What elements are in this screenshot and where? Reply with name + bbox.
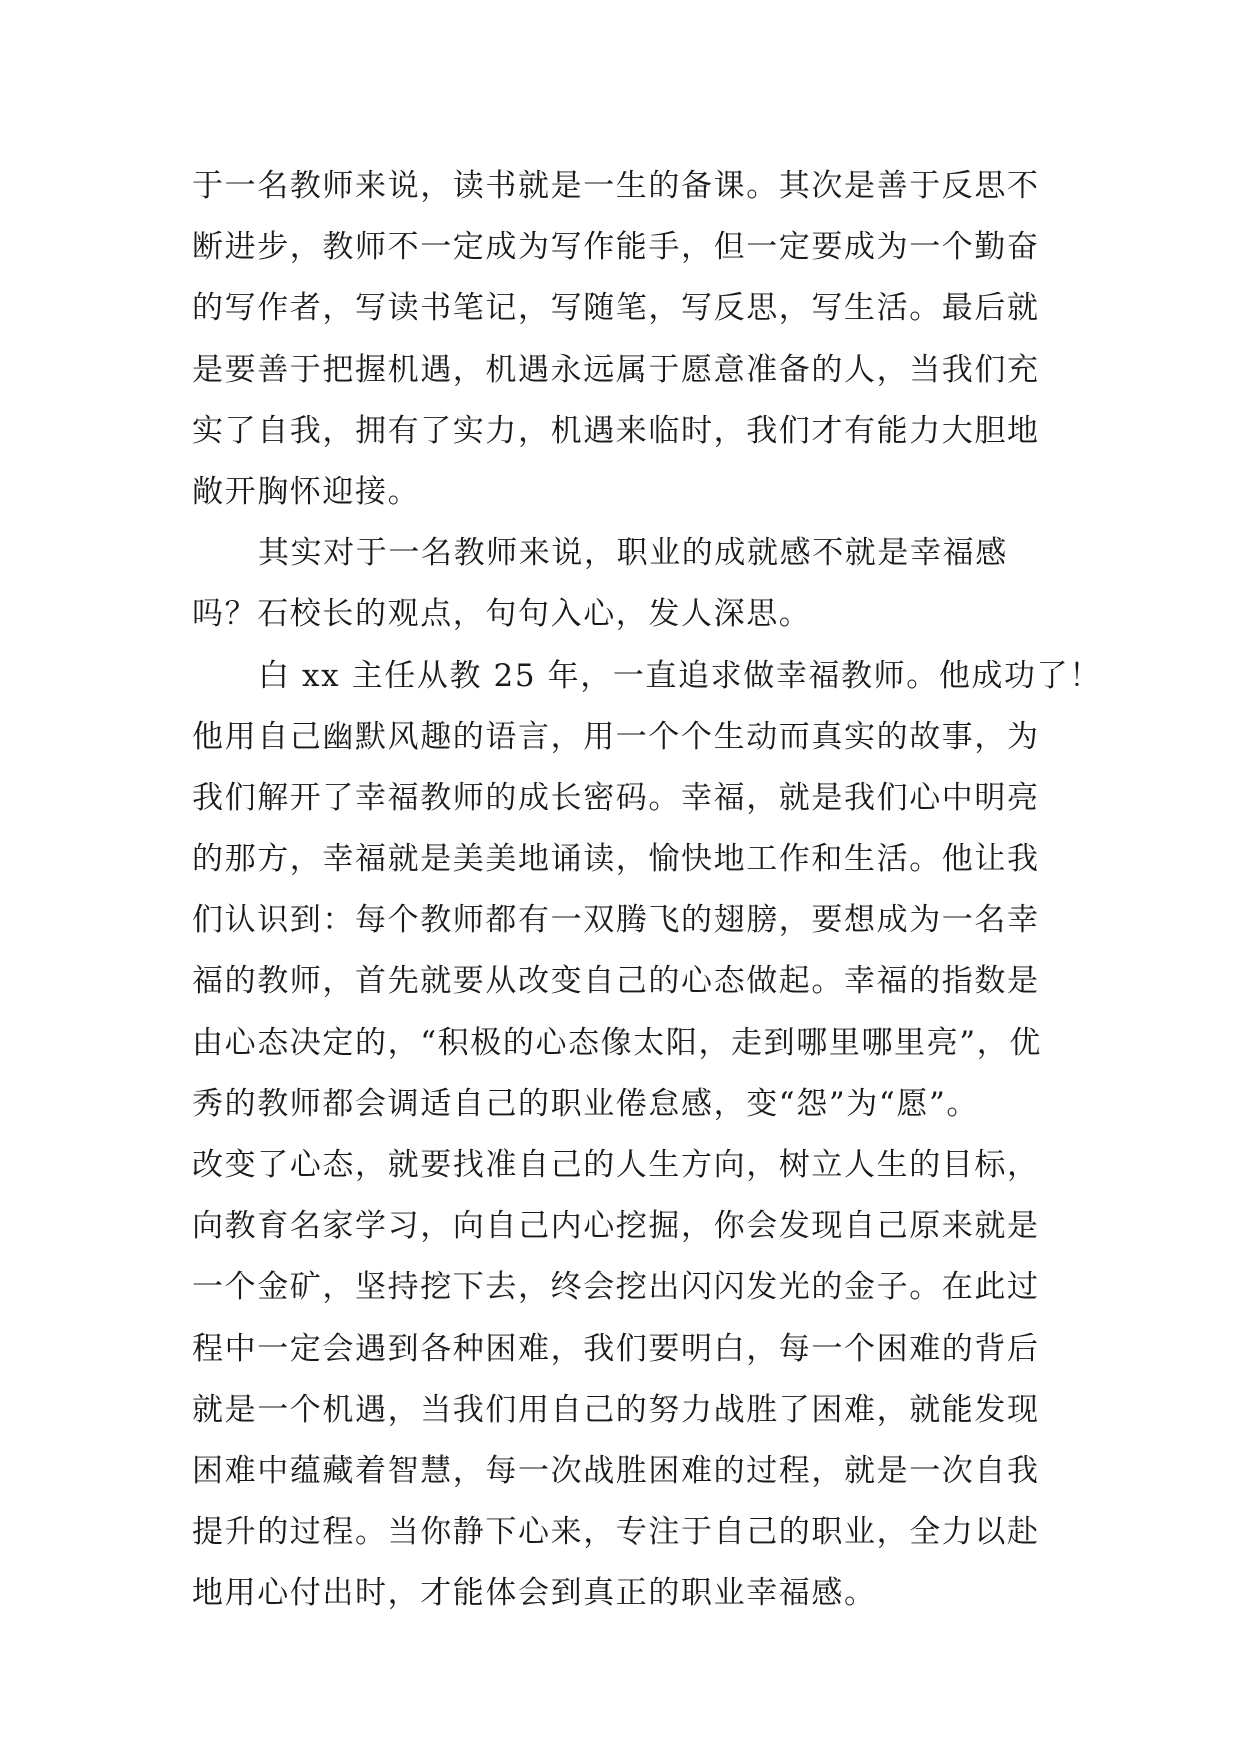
text-line: 的那方，幸福就是美美地诵读，愉快地工作和生活。他让我	[192, 841, 1040, 878]
text-line: 福的教师，首先就要从改变自己的心态做起。幸福的指数是	[192, 963, 1040, 1000]
text-line: 提升的过程。当你静下心来，专注于自己的职业，全力以赴	[192, 1514, 1040, 1551]
paragraph-first-line: 白 xx 主任从教 25 年，一直追求做幸福教师。他成功了！	[258, 657, 1102, 694]
text-line: 向教育名家学习，向自己内心挖掘，你会发现自己原来就是	[192, 1208, 1040, 1245]
paragraph-first-line: 其实对于一名教师来说，职业的成就感不就是幸福感	[258, 535, 1008, 572]
text-line: 于一名教师来说，读书就是一生的备课。其次是善于反思不	[192, 168, 1040, 204]
text-line: 敞开胸怀迎接。	[192, 473, 421, 510]
text-line: 是要善于把握机遇，机遇永远属于愿意准备的人，当我们充	[192, 351, 1040, 388]
body-text	[192, 156, 1102, 1625]
text-line: 的写作者，写读书笔记，写随笔，写反思，写生活。最后就	[192, 290, 1040, 327]
text-line: 程中一定会遇到各种困难，我们要明白，每一个困难的背后	[192, 1330, 1040, 1367]
text-line: 他用自己幽默风趣的语言，用一个个生动而真实的故事，为	[192, 718, 1040, 755]
text-line: 实了自我，拥有了实力，机遇来临时，我们才有能力大胆地	[192, 412, 1040, 449]
text-line: 困难中蕴藏着智慧，每一次战胜困难的过程，就是一次自我	[192, 1452, 1040, 1489]
text-line: 秀的教师都会调适自己的职业倦怠感，变“怨”为“愿”。	[192, 1085, 979, 1122]
text-line: 地用心付出时，才能体会到真正的职业幸福感。	[192, 1575, 877, 1612]
text-line: 就是一个机遇，当我们用自己的努力战胜了困难，就能发现	[192, 1391, 1040, 1428]
text-line: 断进步，教师不一定成为写作能手，但一定要成为一个勤奋	[192, 229, 1040, 266]
text-line: 我们解开了幸福教师的成长密码。幸福，就是我们心中明亮	[192, 779, 1040, 816]
text-line: 们认识到：每个教师都有一双腾飞的翅膀，要想成为一名幸	[192, 902, 1040, 939]
text-line: 由心态决定的，“积极的心态像太阳，走到哪里哪里亮”，优	[192, 1024, 1042, 1061]
text-line: 吗？石校长的观点，句句入心，发人深思。	[192, 596, 812, 633]
text-line: 一个金矿，坚持挖下去，终会挖出闪闪发光的金子。在此过	[192, 1269, 1040, 1306]
text-line: 改变了心态，就要找准自己的人生方向，树立人生的目标，	[192, 1147, 1040, 1183]
